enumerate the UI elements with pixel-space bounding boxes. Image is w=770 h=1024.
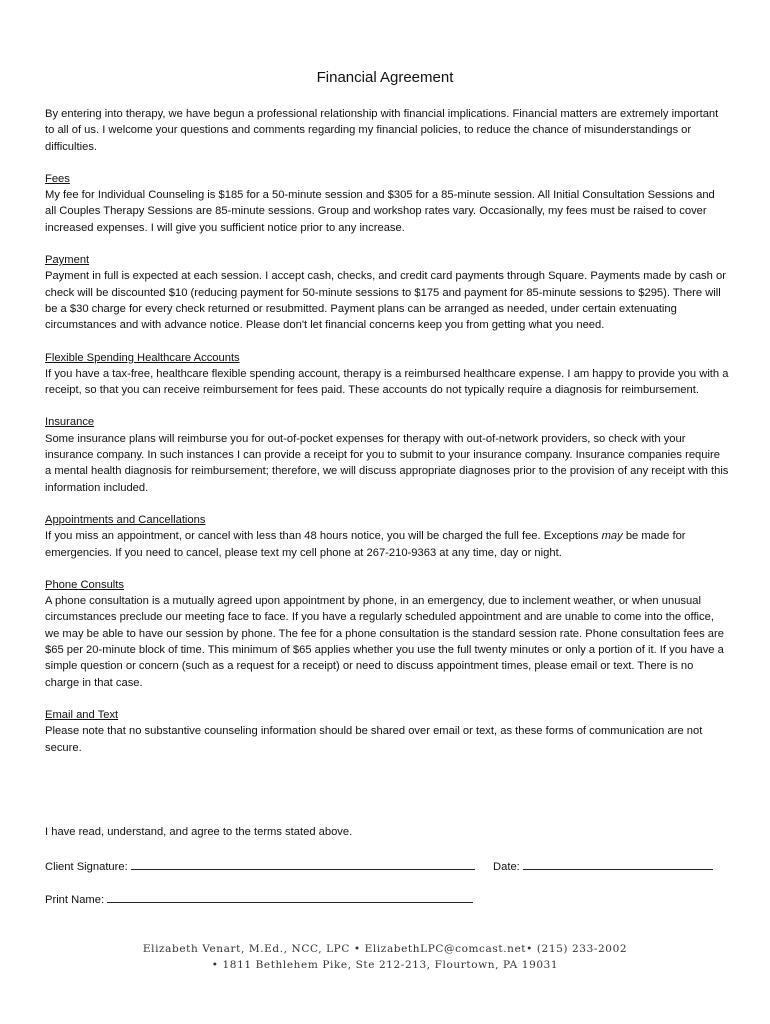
section-text: [45, 528, 729, 561]
section-text-part: be made for emergencies. If you need to cancel, please text my cell phone at 267-210-9363 at any time, day or night.: [45, 530, 686, 559]
print-name-row: [45, 890, 473, 908]
date-field[interactable]: [523, 857, 713, 870]
section-fees: [45, 171, 729, 236]
print-name-field[interactable]: [107, 890, 473, 903]
agreement-statement: I have read, understand, and agree to the terms stated above.: [45, 826, 353, 838]
section-heading: Flexible Spending Healthcare Accounts: [45, 351, 240, 364]
section-text: A phone consultation is a mutually agreed upon appointment by phone, in an emergency, due to inclement weather, or when unusual circumstances preclude our meeting face to face. If you have a regularly scheduled appointment and are unable to come into the office, we may be able to have our session by phone. The fee for a phone consultation is the standard session rate. Phone consultation fees are $65 per 20-minute block of time. This minimum of $65 applies whether you use the full twenty minutes or only a portion of it. If you have a simple question or concern (such as a request for a receipt) or need to discuss appointment times, please email or text. There is no charge in that case.: [45, 595, 724, 689]
client-signature-label: Client Signature:: [45, 861, 128, 873]
section-heading: Email and Text: [45, 708, 119, 721]
footer-contact-line: Elizabeth Venart, M.Ed., NCC, LPC • ElizabethLPC@comcast.net• (215) 233-2002: [142, 943, 628, 955]
document-title: Financial Agreement: [316, 69, 454, 86]
section-text: Please note that no substantive counseling information should be shared over email or text, as these forms of communication are not secure.: [45, 725, 703, 754]
client-signature-row: [45, 857, 713, 875]
section-text: My fee for Individual Counseling is $185 for a 50-minute session and $305 for a 85-minute session. All Initial Consultation Sessions and all Couples Therapy Sessions are 85-minute sessions. Group and workshop rates vary. Occasionally, my fees must be raised to cover increased expenses. I will give you sufficient notice prior to any increase.: [45, 189, 715, 234]
date-label: Date:: [493, 861, 520, 873]
footer-address-line: • 1811 Bethlehem Pike, Ste 212-213, Flourtown, PA 19031: [211, 959, 559, 971]
section-appointments-cancellations: [45, 512, 729, 561]
section-insurance: [45, 414, 729, 495]
section-heading: Insurance: [45, 416, 95, 429]
print-name-label: Print Name:: [45, 894, 105, 906]
intro-paragraph: By entering into therapy, we have begun a professional relationship with financial implications. Financial matters are extremely important to all of us. I welcome your questions and comments regarding my financial policies, to reduce the chance of misunderstandings or difficulties.: [45, 108, 719, 153]
client-signature-field[interactable]: [131, 857, 475, 870]
document-body: [45, 106, 729, 772]
section-heading: Phone Consults: [45, 578, 124, 591]
section-payment: [45, 252, 729, 333]
section-text: Some insurance plans will reimburse you for out-of-pocket expenses for therapy with out-of-network providers, so check with your insurance company. In such instances I can provide a receipt for you to submit to your insurance company. Insurance companies require a mental health diagnosis for reimbursement; therefore, we will discuss appropriate diagnoses prior to the provision of any receipt with this information included.: [45, 432, 729, 494]
letterhead-footer: [0, 941, 770, 973]
section-heading: Fees: [45, 172, 70, 185]
section-flexible-spending: [45, 350, 729, 399]
section-heading: Payment: [45, 254, 90, 267]
emphasis-text: may: [601, 530, 623, 543]
section-text: If you have a tax-free, healthcare flexible spending account, therapy is a reimbursed healthcare expense. I am happy to provide you with a receipt, so that you can receive reimbursement for fees paid. These accounts do not typically require a diagnosis for reimbursement.: [45, 367, 729, 397]
section-heading: Appointments and Cancellations: [45, 513, 206, 526]
section-phone-consults: [45, 577, 729, 691]
section-email-text: [45, 707, 729, 756]
section-text-part: If you miss an appointment, or cancel with less than 48 hours notice, you will be charged the full fee. Exceptions: [45, 530, 602, 543]
section-text: Payment in full is expected at each session. I accept cash, checks, and credit card payments through Square. Payments made by cash or check will be discounted $10 (reducing payment for 50-minute sessions to $175 and payment for 85-minute sessions to $295). There will be a $30 charge for every check returned or resubmitted. Payment plans can be arranged as needed, under certain extenuating circumstances and with advance notice. Please don't let financial concerns keep you from getting what you need.: [45, 270, 726, 332]
